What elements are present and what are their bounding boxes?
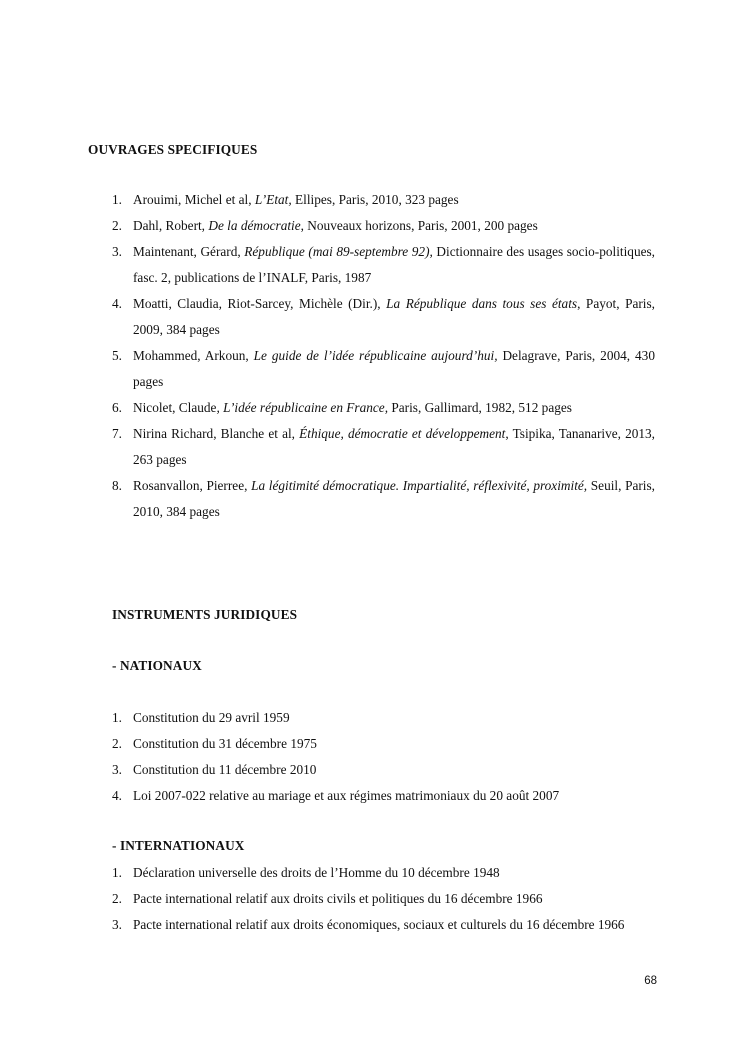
- section-heading-ouvrages: OUVRAGES SPECIFIQUES: [88, 142, 258, 157]
- page-number: 68: [644, 975, 657, 987]
- list-item: 1. Constitution du 29 avril 1959: [112, 710, 290, 725]
- ouvrages-list: [112, 187, 655, 525]
- list-item: 5. Mohammed, Arkoun, Le guide de l’idée républicaine aujourd’hui, Delagrave, Paris, 2004, 430 pages: [112, 348, 655, 389]
- list-item: 3. Pacte international relatif aux droits économiques, sociaux et culturels du 16 décembre 1966: [112, 917, 625, 932]
- list-item: 2. Pacte international relatif aux droits civils et politiques du 16 décembre 1966: [112, 891, 543, 906]
- list-item: 4. Loi 2007-022 relative au mariage et aux régimes matrimoniaux du 20 août 2007: [112, 788, 560, 803]
- list-item: 3. Maintenant, Gérard, République (mai 89-septembre 92), Dictionnaire des usages socio-politiques, fasc. 2, publications de l’INALF, Paris, 1987: [112, 244, 655, 285]
- list-item: 2. Constitution du 31 décembre 1975: [112, 736, 317, 751]
- list-item: 1. Déclaration universelle des droits de l’Homme du 10 décembre 1948: [112, 865, 500, 880]
- list-item: 4. Moatti, Claudia, Riot-Sarcey, Michèle (Dir.), La République dans tous ses états, Payot, Paris, 2009, 384 pages: [112, 296, 655, 337]
- nationaux-list: [112, 705, 655, 809]
- list-item: 3. Constitution du 11 décembre 2010: [112, 762, 317, 777]
- list-item: 7. Nirina Richard, Blanche et al, Éthique, démocratie et développement, Tsipika, Tananarive, 2013, 263 pages: [112, 426, 655, 467]
- list-item: 1. Arouimi, Michel et al, L’Etat, Ellipes, Paris, 2010, 323 pages: [112, 192, 459, 207]
- list-item: 2. Dahl, Robert, De la démocratie, Nouveaux horizons, Paris, 2001, 200 pages: [112, 218, 538, 233]
- subsection-heading-nationaux: - NATIONAUX: [112, 658, 202, 673]
- section-heading-instruments: INSTRUMENTS JURIDIQUES: [112, 607, 298, 622]
- list-item: 6. Nicolet, Claude, L’idée républicaine en France, Paris, Gallimard, 1982, 512 pages: [112, 400, 572, 415]
- internationaux-list: [112, 860, 655, 938]
- list-item: 8. Rosanvallon, Pierree, La légitimité démocratique. Impartialité, réflexivité, proximité, Seuil, Paris, 2010, 384 pages: [112, 478, 655, 519]
- subsection-heading-internationaux: - INTERNATIONAUX: [112, 838, 245, 853]
